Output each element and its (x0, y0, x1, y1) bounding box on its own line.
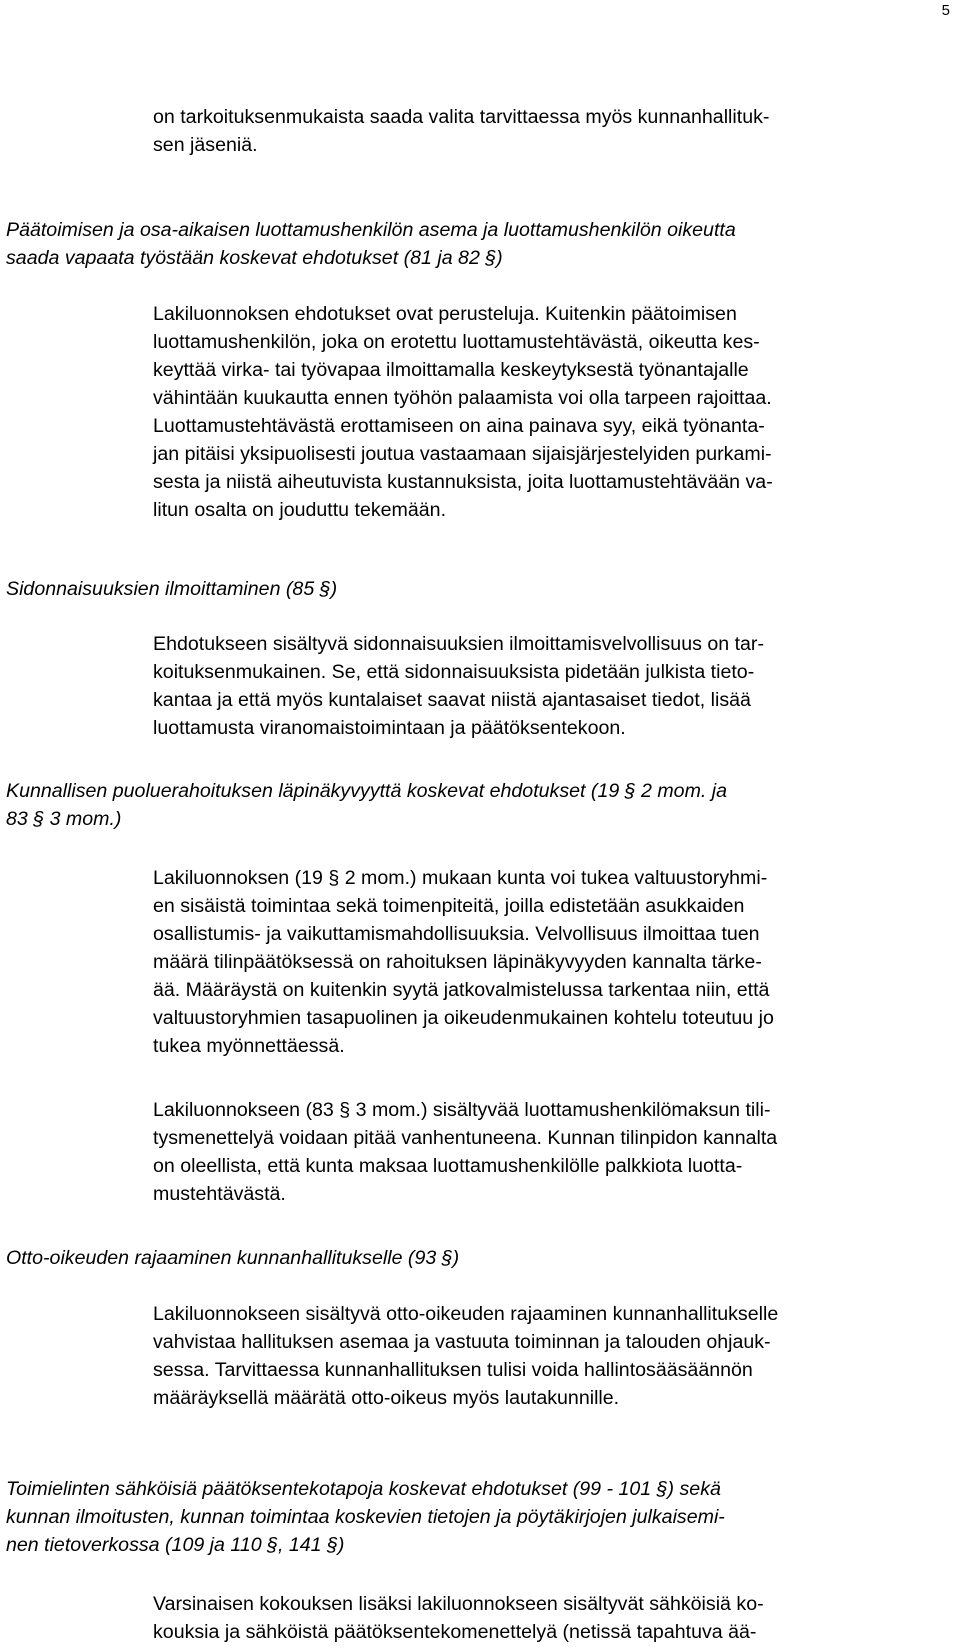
text-line: määräyksellä määrätä otto-oikeus myös lautakunnille. (153, 1387, 620, 1409)
text-line: Varsinaisen kokouksen lisäksi lakiluonnokseen sisältyvät sähköisiä ko- (153, 1593, 764, 1615)
text-line: tysmenettelyä voidaan pitää vanhentuneena. Kunnan tilinpidon kannalta (153, 1127, 778, 1149)
text-line: keyttää virka- tai työvapaa ilmoittamalla keskeytyksestä työnantajalle (153, 359, 749, 381)
text-line: kouksia ja sähköistä päätöksentekomenettelyä (netissä tapahtuva ää- (153, 1621, 757, 1643)
text-line: luottamushenkilön, joka on erotettu luottamustehtävästä, oikeutta kes- (153, 331, 760, 353)
text-line: määrä tilinpäätöksessä on rahoituksen läpinäkyvyyden kannalta tärke- (153, 951, 762, 973)
text-line: sesta ja niistä aiheutuvista kustannuksista, joita luottamustehtävään va- (153, 471, 773, 493)
text-line: Lakiluonnokseen sisältyvä otto-oikeuden rajaaminen kunnanhallitukselle (153, 1303, 779, 1325)
text-line: valtuustoryhmien tasapuolinen ja oikeudenmukainen kohtelu toteutuu jo (153, 1007, 774, 1029)
text-line: tukea myönnettäessä. (153, 1035, 345, 1057)
text-line: Lakiluonnoksen ehdotukset ovat perusteluja. Kuitenkin päätoimisen (153, 303, 737, 325)
section-heading: kunnan ilmoitusten, kunnan toimintaa koskevien tietojen ja pöytäkirjojen julkaisemi- (6, 1506, 725, 1528)
text-line: mustehtävästä. (153, 1183, 286, 1205)
text-line: jan pitäisi yksipuolisesti joutua vastaamaan sijaisjärjestelyiden purkami- (153, 443, 772, 465)
section-heading: Päätoimisen ja osa-aikaisen luottamushenkilön asema ja luottamushenkilön oikeutta (6, 219, 736, 241)
text-line: koituksenmukainen. Se, että sidonnaisuuksista pidetään julkista tieto- (153, 661, 755, 683)
text-line: vähintään kuukautta ennen työhön palaamista voi olla tarpeen rajoittaa. (153, 387, 772, 409)
text-line: on oleellista, että kunta maksaa luottamushenkilölle palkkiota luotta- (153, 1155, 743, 1177)
text-line: vahvistaa hallituksen asemaa ja vastuuta toiminnan ja talouden ohjauk- (153, 1331, 771, 1353)
section-heading: Toimielinten sähköisiä päätöksentekotapoja koskevat ehdotukset (99 - 101 §) sekä (6, 1478, 721, 1500)
text-line: kantaa ja että myös kuntalaiset saavat niistä ajantasaiset tiedot, lisää (153, 689, 751, 711)
section-heading: Kunnallisen puoluerahoituksen läpinäkyvyyttä koskevat ehdotukset (19 § 2 mom. ja (6, 780, 728, 802)
text-line: en sisäistä toimintaa sekä toimenpiteitä, joilla edistetään asukkaiden (153, 895, 745, 917)
page-number: 5 (941, 2, 950, 19)
section-heading: 83 § 3 mom.) (6, 808, 122, 830)
text-line: luottamusta viranomaistoimintaan ja päätöksentekoon. (153, 717, 626, 739)
section-heading: Otto-oikeuden rajaaminen kunnanhallitukselle (93 §) (6, 1247, 460, 1269)
text-line: on tarkoituksenmukaista saada valita tarvittaessa myös kunnanhallituk- (153, 106, 770, 128)
text-line: Lakiluonnoksen (19 § 2 mom.) mukaan kunta voi tukea valtuustoryhmi- (153, 867, 768, 889)
text-line: litun osalta on jouduttu tekemään. (153, 499, 447, 521)
section-heading: saada vapaata työstään koskevat ehdotukset (81 ja 82 §) (6, 247, 503, 269)
text-line: Lakiluonnokseen (83 § 3 mom.) sisältyvää luottamushenkilömaksun tili- (153, 1099, 771, 1121)
text-line: sen jäseniä. (153, 134, 258, 156)
text-line: sessa. Tarvittaessa kunnanhallituksen tulisi voida hallintosääsäännön (153, 1359, 753, 1381)
text-line: osallistumis- ja vaikuttamismahdollisuuksia. Velvollisuus ilmoittaa tuen (153, 923, 760, 945)
text-line: Luottamustehtävästä erottamiseen on aina painava syy, eikä työnanta- (153, 415, 765, 437)
text-line: ää. Määräystä on kuitenkin syytä jatkovalmistelussa tarkentaa niin, että (153, 979, 770, 1001)
text-line: Ehdotukseen sisältyvä sidonnaisuuksien ilmoittamisvelvollisuus on tar- (153, 633, 764, 655)
section-heading: nen tietoverkossa (109 ja 110 §, 141 §) (6, 1534, 345, 1556)
section-heading: Sidonnaisuuksien ilmoittaminen (85 §) (6, 578, 338, 600)
